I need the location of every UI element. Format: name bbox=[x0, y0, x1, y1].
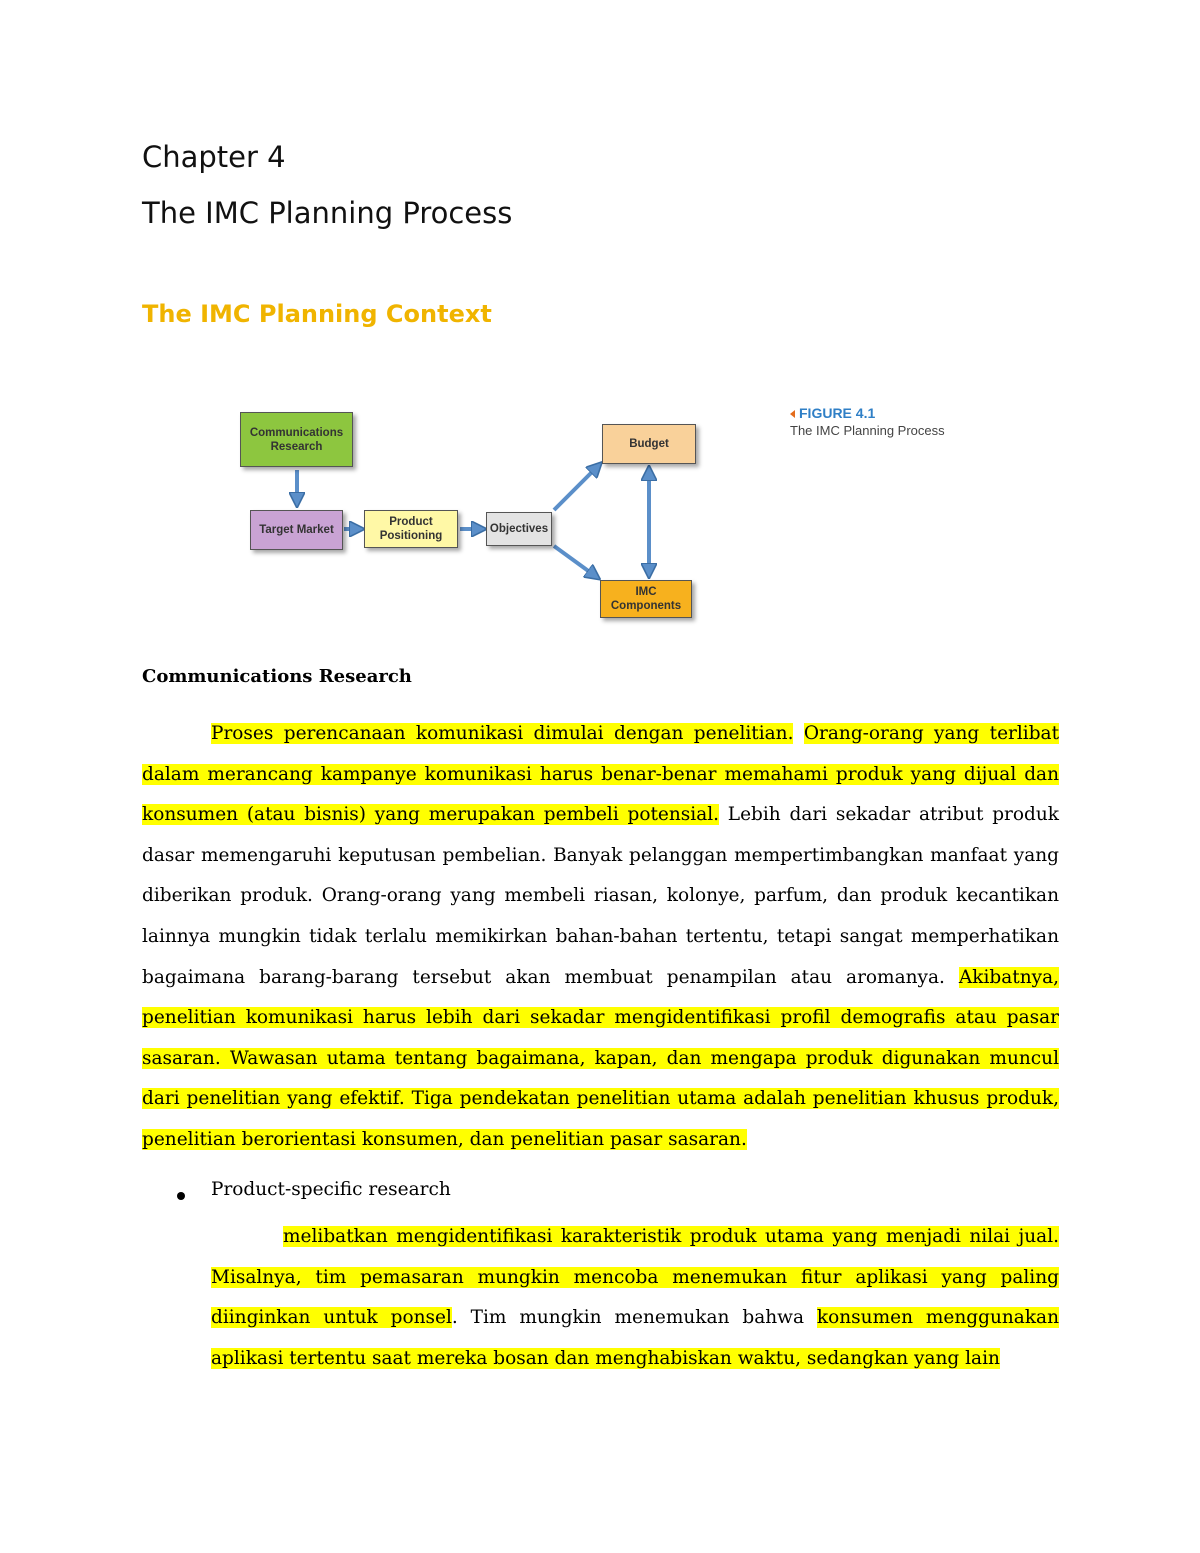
chapter-heading: Chapter 4 bbox=[142, 140, 286, 174]
box-target-market bbox=[250, 510, 343, 550]
box-research-label: Communications Research bbox=[249, 426, 344, 453]
box-budget bbox=[602, 424, 696, 464]
bullet-label: Product-specific research bbox=[211, 1179, 451, 1200]
box-budget-label: Budget bbox=[629, 438, 669, 450]
box-components-label: IMC Components bbox=[610, 586, 682, 612]
paragraph2-segment: konsumen menggunakan aplikasi tertentu saat mereka bosan dan menghabiskan waktu, sedangkan yang lain bbox=[211, 1307, 1059, 1369]
bullet-paragraph bbox=[211, 1217, 1059, 1379]
box-objectives-label: Objectives bbox=[489, 523, 549, 535]
box-target-label: Target Market bbox=[259, 524, 334, 536]
box-objectives bbox=[486, 512, 552, 546]
paragraph1-segment: Proses perencanaan komunikasi dimulai dengan penelitian. bbox=[211, 723, 794, 744]
bullet-icon bbox=[177, 1192, 185, 1200]
paragraph2-segment: melibatkan mengidentifikasi karakteristik produk utama yang menjadi nilai jual. Misalnya, tim pemasaran mungkin mencoba menemukan fitur aplikasi yang paling diinginkan untuk ponsel bbox=[211, 1226, 1059, 1329]
figure-caption bbox=[790, 405, 945, 438]
paragraph2-segment: . Tim mungkin menemukan bahwa bbox=[451, 1307, 817, 1329]
box-imc-components bbox=[600, 580, 692, 618]
research-heading: Communications Research bbox=[142, 666, 412, 687]
imc-planning-figure bbox=[232, 398, 722, 638]
box-product-positioning bbox=[364, 510, 458, 548]
figure-label: FIGURE 4.1 bbox=[799, 405, 876, 421]
paragraph1-segment: Akibatnya, penelitian komunikasi harus lebih dari sekadar mengidentifikasi profil demografis atau pasar sasaran. Wawasan utama tentang bagaimana, kapan, dan mengapa produk digunakan muncul dari penelitian yang efektif. Tiga pendekatan penelitian utama adalah penelitian khusus produk, penelitian berorientasi konsumen, dan penelitian pasar sasaran. bbox=[142, 966, 1059, 1150]
figure-caption-text: The IMC Planning Process bbox=[790, 423, 945, 438]
box-positioning-label: Product Positioning bbox=[379, 516, 443, 542]
box-communications-research bbox=[240, 412, 353, 467]
arrow-objectives-to-components bbox=[554, 546, 598, 578]
research-paragraph bbox=[142, 714, 1059, 1161]
chapter-title: The IMC Planning Process bbox=[142, 196, 513, 230]
arrow-objectives-to-budget bbox=[554, 464, 600, 510]
figure-number bbox=[790, 405, 945, 421]
paragraph1-segment bbox=[793, 723, 803, 744]
paragraph1-segment: Orang-orang yang terlibat dalam merancang kampanye komunikasi harus benar-benar memahami produk yang dijual dan konsumen (atau bisnis) yang merupakan pembeli potensial. bbox=[142, 723, 1060, 826]
section-heading: The IMC Planning Context bbox=[142, 300, 492, 328]
paragraph1-segment: Lebih dari sekadar atribut produk dasar memengaruhi keputusan pembelian. Banyak pelanggan mempertimbangkan manfaat yang diberikan produk. Orang-orang yang membeli riasan, kolonye, parfum, dan produk kecantikan lainnya mungkin tidak terlalu memikirkan bahan-bahan tertentu, tetapi sangat memperhatikan bagaimana barang-barang tersebut akan membuat penampilan atau aromanya. bbox=[142, 804, 1059, 988]
caret-left-icon bbox=[790, 410, 795, 418]
